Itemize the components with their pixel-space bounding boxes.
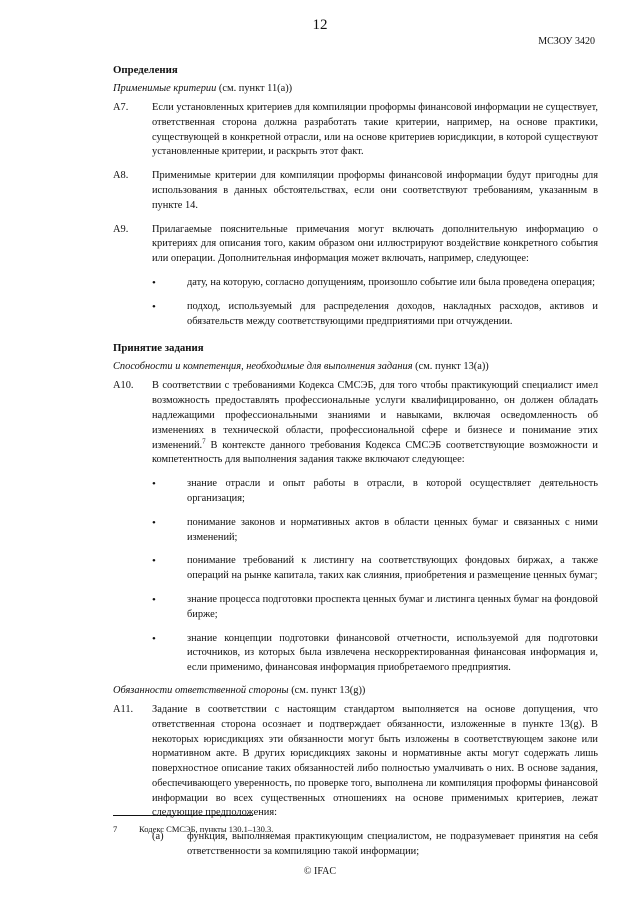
section-title-definitions: Определения <box>113 64 178 76</box>
subsection-ref: (см. пункт 11(а)) <box>216 83 293 94</box>
list-item <box>113 300 598 330</box>
footnote <box>113 824 273 834</box>
paragraph-number: A11. <box>113 703 134 715</box>
footnote-text: Кодекс СМСЭБ, пункты 130.1–130.3. <box>139 824 274 834</box>
list-item-text: понимание требований к листингу на соответствующих фондовых биржах, а также операций на рынке капитала, таких как слияния, приобретения и размещение ценных бумаг; <box>187 555 598 582</box>
bullet-icon: • <box>152 632 156 645</box>
subsection-title: Способности и компетенция, необходимые для выполнения задания <box>113 361 413 373</box>
paragraph-number: A8. <box>113 170 129 182</box>
list-item <box>113 516 598 546</box>
section-title-engagement-acceptance: Принятие задания <box>113 342 204 355</box>
list-item-text: функция, выполняемая практикующим специалистом, не подразумевает принятия на себя ответственности за компиляцию такой информации; <box>187 831 598 858</box>
list-item-text: дату, на которую, согласно допущениям, произошло событие или была проведена операция; <box>187 276 595 288</box>
list-item-text: знание процесса подготовки проспекта ценных бумаг и листинга ценных бумаг на фондовой бирже; <box>187 593 598 620</box>
standard-code: МСЗОУ 3420 <box>538 36 595 47</box>
paragraph-a10 <box>113 379 598 468</box>
bullet-icon: • <box>152 593 156 606</box>
paragraph-a8 <box>113 169 598 213</box>
subsection-title: Применимые критерии <box>113 83 217 94</box>
bullet-icon: • <box>152 555 156 568</box>
paragraph-text: В соответствии с требованиями Кодекса СМСЭБ, для того чтобы практикующий специалист имел возможность предоставлять профессиональные услуги квалифицированно, он должен обладать надлежащими профессиональными знаниями и навыками, включая осведомленность об изменениях в технической области, профессиональной сфере и бизнесе и понимание этих изменений. <box>152 380 598 451</box>
paragraph-text: Задание в соответствии с настоящим стандартом выполняется на основе допущения, что ответственная сторона осознает и подтверждает обязанности, изложенные в пункте 13(g). В некоторых юрисдикциях эти обязанности могут быть изложены в соответствующем законе или нормативном акте. В других юрисдикциях законы и нормативные акты могут содержать лишь поверхностное описание таких обязанностей либо полностью умалчивать о них. В основе задания, обеспечивающего уверенность, по проверке того, выполнена ли компиляция проформы финансовой информации во всех существенных отношениях на основе применимых критериев, лежат следующие предположения: <box>152 703 598 819</box>
paragraph-text: Прилагаемые пояснительные примечания могут включать дополнительную информацию о критериях для описания того, каким образом они иллюстрируют воздействие конкретного события или операции. Дополнительная информация может включать, например, следующее: <box>152 223 598 265</box>
footnote-divider <box>113 815 253 816</box>
paragraph-number: A9. <box>113 223 129 235</box>
list-item-text: знание отрасли и опыт работы в отрасли, в которой осуществляет деятельность организация; <box>187 478 598 504</box>
list-item <box>113 477 598 507</box>
subsection-capabilities <box>113 361 598 372</box>
list-item-text: понимание законов и нормативных актов в области ценных бумаг и связанных с ними изменений; <box>187 516 598 543</box>
subsection-responsible-party <box>113 685 598 696</box>
subsection-ref: (см. пункт 13(g)) <box>288 684 366 696</box>
list-item <box>113 554 598 584</box>
footnote-reference[interactable]: 7 <box>202 437 206 446</box>
paragraph-text: Применимые критерии для компиляции проформы финансовой информации будут пригодны для использования в данных обстоятельствах, если они соответствуют требованиям, указанным в пункте 14. <box>152 170 598 211</box>
list-item-text: знание концепции подготовки финансовой отчетности, используемой для подготовки источников, из которых была извлечена нескорректированная финансовая информация и, если применимо, финансовая информация приобретаемого предприятия. <box>187 632 598 674</box>
paragraph-number: A7. <box>113 102 129 113</box>
bullet-icon: • <box>152 276 156 289</box>
list-item <box>113 632 598 676</box>
paragraph-text: Если установленных критериев для компиляции проформы финансовой информации не существует, ответственная сторона должна разработать такие критерии, например, на основе практики, существующей в конкретной отрасли, или на основе критериев юрисдикции, в которой существуют установленные критерии, и раскрыть этот факт. <box>152 102 598 158</box>
list-item-text: подход, используемый для распределения доходов, накладных расходов, активов и обязательств между соответствующими предприятиями при отчуждении. <box>187 300 598 327</box>
paragraph-a7 <box>113 101 598 160</box>
paragraph-a11 <box>113 703 598 821</box>
bullet-icon: • <box>152 478 156 491</box>
page-footer: © IFAC <box>303 866 337 877</box>
subsection-applicable-criteria <box>113 83 598 94</box>
subsection-ref: (см. пункт 13(а)) <box>412 361 489 373</box>
subsection-title: Обязанности ответственной стороны <box>113 684 289 696</box>
list-item <box>113 830 598 860</box>
bullet-icon: • <box>152 300 156 313</box>
list-item <box>113 276 598 291</box>
page-content <box>113 64 598 869</box>
bullet-icon: • <box>152 516 156 529</box>
paragraph-a9 <box>113 223 598 267</box>
list-item <box>113 593 598 623</box>
paragraph-number: A10. <box>113 380 134 392</box>
page-number: 12 <box>312 17 328 33</box>
paragraph-text-continued: В контексте данного требования Кодекса СМСЭБ соответствующие возможности и компетентность для выполнения задания также включают следующее: <box>152 439 598 466</box>
list-item-label: (a) <box>152 831 164 843</box>
footnote-mark: 7 <box>113 824 118 834</box>
